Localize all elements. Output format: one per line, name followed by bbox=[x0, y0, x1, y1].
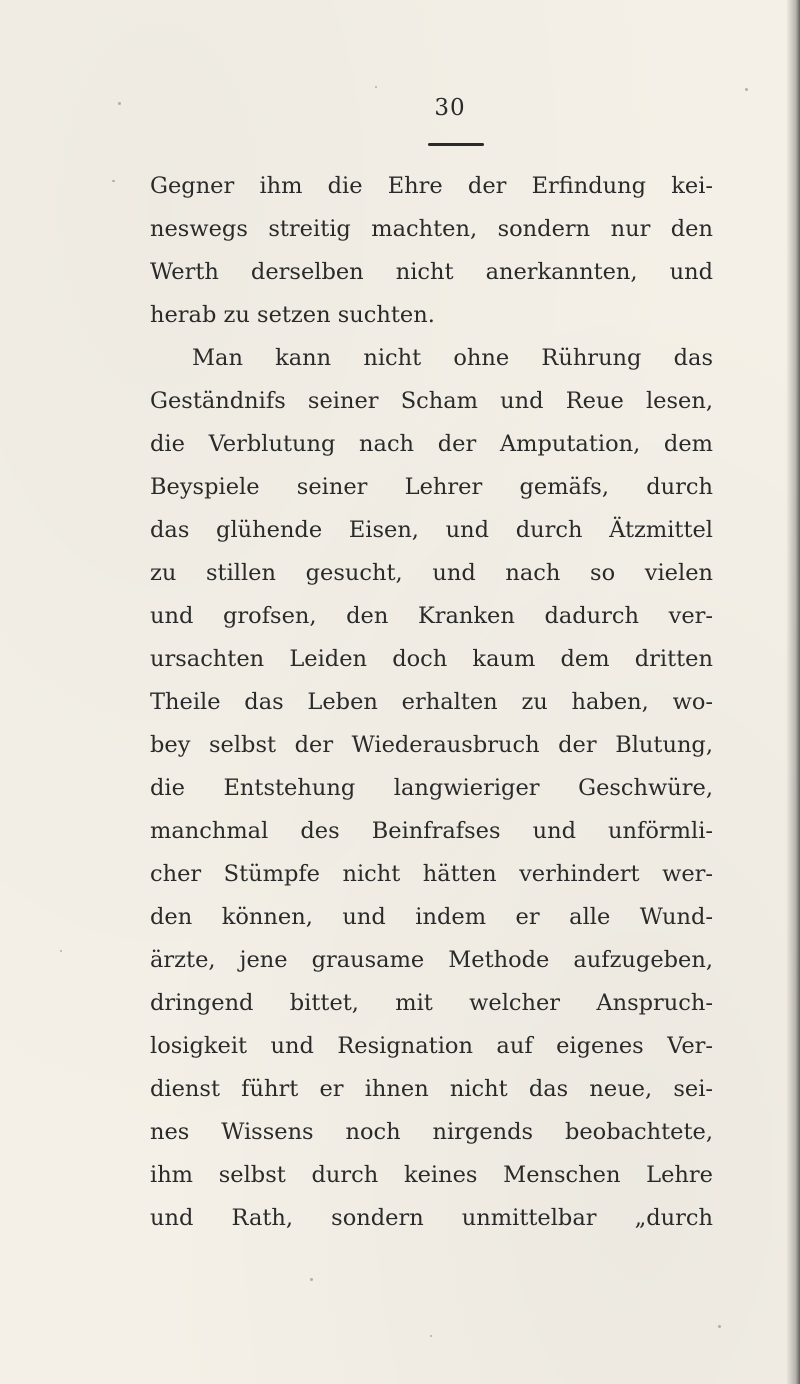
page-edge-shadow bbox=[786, 0, 800, 1384]
text-line: cher Stümpfe nicht hätten verhindert wer- bbox=[150, 861, 713, 887]
text-line: dienst führt er ihnen nicht das neue, sei- bbox=[150, 1076, 713, 1102]
text-line: Beyspiele seiner Lehrer gemäfs, durch bbox=[150, 474, 713, 500]
text-line: dringend bittet, mit welcher Anspruch- bbox=[150, 990, 713, 1016]
text-line: ihm selbst durch keines Menschen Lehre bbox=[150, 1162, 713, 1188]
text-line: Geständnifs seiner Scham und Reue lesen, bbox=[150, 388, 713, 414]
text-line: zu stillen gesucht, und nach so vielen bbox=[150, 560, 713, 586]
text-line: und grofsen, den Kranken dadurch ver- bbox=[150, 603, 713, 629]
text-line: nes Wissens noch nirgends beobachtete, bbox=[150, 1119, 713, 1145]
paper-speck bbox=[310, 1278, 313, 1281]
text-line: herab zu setzen suchten. bbox=[150, 302, 435, 328]
paper-speck bbox=[60, 950, 62, 952]
text-line: manchmal des Beinfrafses und unförmli- bbox=[150, 818, 713, 844]
text-line: das glühende Eisen, und durch Ätzmittel bbox=[150, 517, 713, 543]
paper-speck bbox=[112, 180, 115, 182]
paper-speck bbox=[375, 86, 377, 88]
body-text bbox=[150, 165, 713, 1240]
text-line: die Verblutung nach der Amputation, dem bbox=[150, 431, 713, 457]
text-line: bey selbst der Wiederausbruch der Blutung, bbox=[150, 732, 713, 758]
text-line: die Entstehung langwieriger Geschwüre, bbox=[150, 775, 713, 801]
paper-speck bbox=[718, 1325, 721, 1328]
paper-speck bbox=[430, 1335, 432, 1337]
page-number-rule bbox=[428, 143, 484, 146]
text-line: Theile das Leben erhalten zu haben, wo- bbox=[150, 689, 713, 715]
text-line: Werth derselben nicht anerkannten, und bbox=[150, 259, 713, 285]
text-line: den können, und indem er alle Wund- bbox=[150, 904, 713, 930]
text-line: ärzte, jene grausame Methode aufzugeben, bbox=[150, 947, 713, 973]
page-number: 30 bbox=[434, 95, 466, 121]
text-line: losigkeit und Resignation auf eigenes Ver- bbox=[150, 1033, 713, 1059]
paper-speck bbox=[118, 102, 121, 105]
text-line: neswegs streitig machten, sondern nur den bbox=[150, 216, 713, 242]
paper-speck bbox=[745, 88, 748, 91]
text-line: Man kann nicht ohne Rührung das bbox=[192, 345, 713, 371]
text-line: und Rath, sondern unmittelbar „durch bbox=[150, 1205, 713, 1231]
text-line: Gegner ihm die Ehre der Erfindung kei- bbox=[150, 173, 713, 199]
text-line: ursachten Leiden doch kaum dem dritten bbox=[150, 646, 713, 672]
